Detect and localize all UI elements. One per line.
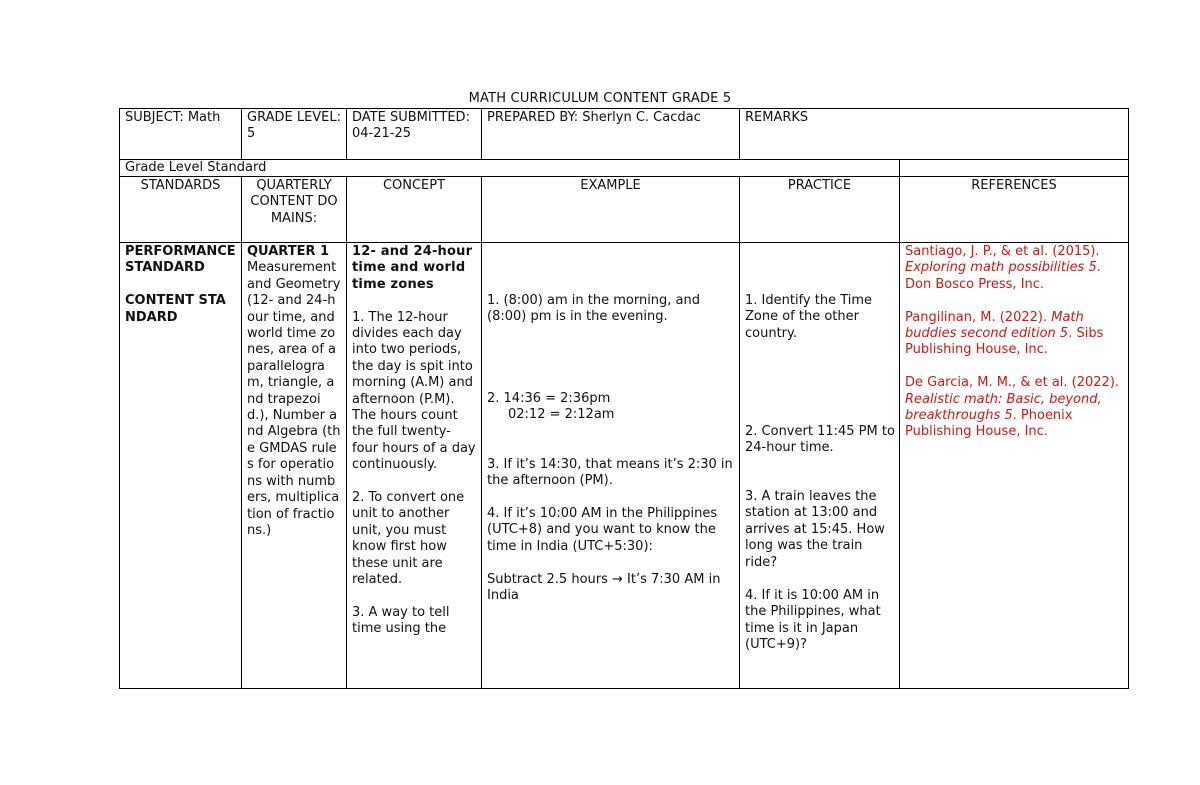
col-references (899, 176, 1129, 243)
practice-3: 3. A train leaves the station at 13:00 and arrives at 15:45. How long was the train ride? (745, 489, 885, 570)
references-cell (899, 242, 1129, 689)
col-practice-label: PRACTICE (787, 178, 852, 193)
col-example (481, 176, 740, 243)
concept-cell (346, 242, 482, 689)
reference-2-authors: Pangilinan, M. (2022). (905, 309, 1048, 325)
reference-1-publisher: . Don Bosco Press, Inc. (905, 260, 1101, 292)
col-concept (346, 176, 482, 243)
domains-cell (241, 242, 347, 689)
concept-item-2: 2. To convert one unit to another unit, you must know first how these unit are related. (352, 490, 465, 588)
example-3: 3. If it’s 14:30, that means it’s 2:30 in the afternoon (PM). (487, 457, 733, 489)
col-references-label: REFERENCES (971, 178, 1057, 193)
concept-item-3: 3. A way to tell time using the (352, 604, 450, 637)
reference-2 (905, 310, 1123, 359)
reference-1-title: Exploring math possibilities 5 (905, 260, 1097, 276)
example-4-result: Subtract 2.5 hours → It’s 7:30 AM in India (487, 572, 721, 604)
grade-level-standard-empty (899, 159, 1129, 177)
document-title: MATH CURRICULUM CONTENT GRADE 5 (468, 91, 732, 106)
reference-3-publisher: . Phoenix Publishing House, Inc. (905, 408, 1073, 440)
prepared-cell (481, 108, 740, 160)
quarter-label: QUARTER 1 (247, 244, 330, 259)
subject-text: SUBJECT: Math (125, 110, 221, 125)
col-practice (739, 176, 900, 243)
date-cell (346, 108, 482, 160)
reference-3-authors: De Garcia, M. M., & et al. (2022). (905, 375, 1120, 391)
practice-cell (739, 242, 900, 689)
date-label: DATE SUBMITTED: (352, 110, 470, 125)
col-standards-label: STANDARDS (140, 178, 221, 193)
reference-2-title: Math buddies second edition 5 (905, 309, 1084, 342)
grade-level-standard: Grade Level Standard (125, 160, 267, 175)
concept-item-1: 1. The 12-hour divides each day into two periods, the day is spit into morning (A.M) and afternoon (P.M). The hours count the full twenty-four hours of a day continuously. (352, 309, 476, 473)
reference-3-title: Realistic math: Basic, beyond, breakthroughs 5 (905, 391, 1102, 424)
practice-2: 2. Convert 11:45 PM to 24-hour time. (745, 424, 895, 456)
reference-3 (905, 375, 1123, 441)
example-2-line1: 2. 14:36 = 2:36pm (487, 391, 611, 406)
reference-2-publisher: . Sibs Publishing House, Inc. (905, 326, 1104, 358)
remarks-cell (739, 108, 1129, 160)
col-standards (119, 176, 242, 243)
col-example-label: EXAMPLE (580, 178, 641, 193)
reference-1 (905, 244, 1123, 293)
grade-level-standard-cell (119, 159, 900, 177)
example-2-line2: 02:12 = 2:12am (508, 407, 615, 422)
remarks-text: REMARKS (745, 110, 809, 125)
example-cell (481, 242, 740, 689)
grade-cell (241, 108, 347, 160)
prepared-text: PREPARED BY: Sherlyn C. Cacdac (487, 110, 701, 125)
subject-cell (119, 108, 242, 160)
content-standard: CONTENT STANDARD (125, 293, 226, 325)
performance-standard: PERFORMANCE STANDARD (125, 244, 236, 276)
domain-text: Measurement and Geometry (12- and 24-hour time, and world time zones, area of a parallelogram, triangle, and trapezoid.), Number and Algebra (the GMDAS rules for operations with numbers, multiplication of fractions.) (247, 260, 341, 538)
practice-4: 4. If it is 10:00 AM in the Philippines, what time is it in Japan (UTC+9)? (745, 588, 881, 653)
col-domains-label: QUARTERLY CONTENT DOMAINS: (250, 178, 338, 226)
col-domains (241, 176, 347, 243)
date-value: 04-21-25 (352, 126, 412, 142)
grade-text: GRADE LEVEL: 5 (247, 110, 342, 142)
example-1: 1. (8:00) am in the morning, and (8:00) pm is in the evening. (487, 293, 701, 325)
col-concept-label: CONCEPT (382, 178, 446, 193)
example-4: 4. If it’s 10:00 AM in the Philippines (UTC+8) and you want to know the time in India (UTC+5:30): (487, 506, 718, 554)
reference-1-authors: Santiago, J. P., & et al. (2015). (905, 244, 1100, 259)
practice-1: 1. Identify the Time Zone of the other country. (745, 293, 873, 341)
concept-heading: 12- and 24-hour time and world time zones (352, 244, 473, 292)
standards-cell (119, 242, 242, 689)
